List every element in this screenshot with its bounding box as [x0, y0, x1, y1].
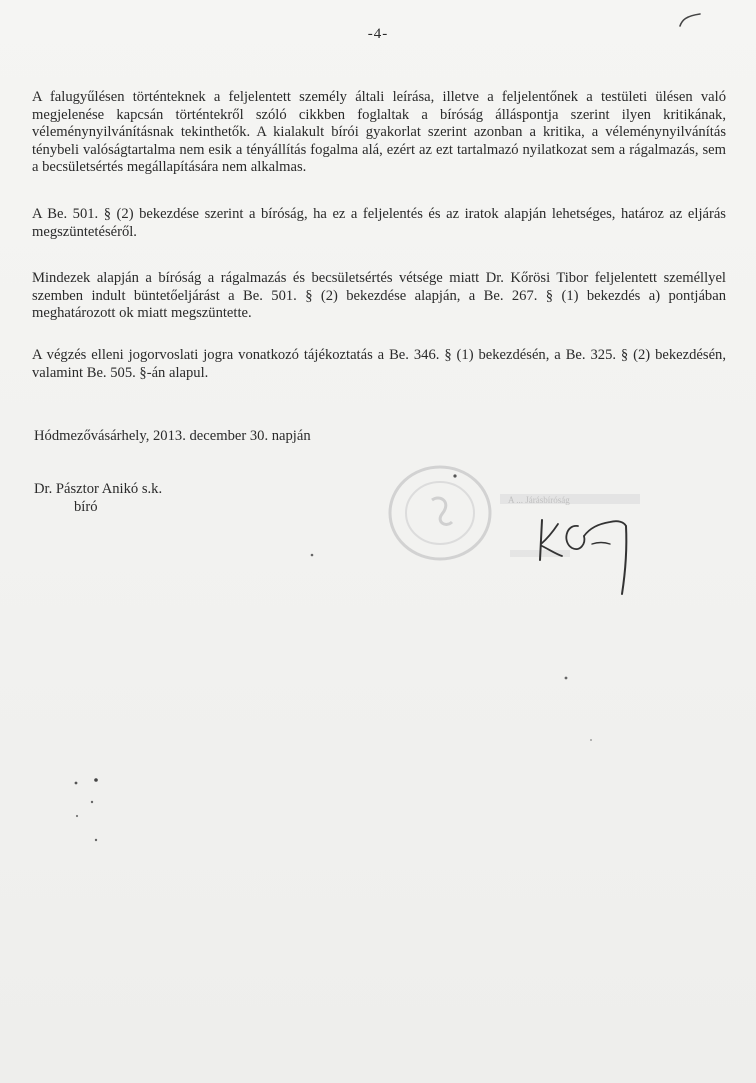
signer-name: Dr. Pásztor Anikó s.k.	[34, 481, 163, 497]
signer-title: bíró	[74, 499, 98, 515]
paragraph-text: A Be. 501. § (2) bekezdése szerint a bíróság, ha ez a feljelentés és az iratok alapján lehetséges, határoz az eljárás megszüntetéséről.	[32, 206, 726, 240]
paragraph-text: Mindezek alapján a bíróság a rágalmazás és becsületsértés vétsége miatt Dr. Kőrösi Tibor feljelentett személlyel szemben indult büntetőeljárást a Be. 501. § (2) bekezdése alapján, a Be. 267. § (1) bekezdés a) pontjában meghatározott ok miatt megszüntette.	[32, 270, 726, 322]
paragraph-text: A falugyűlésen történteknek a feljelentett személy általi leírása, illetve a feljelentőnek a testületi ülésen való megjelenése kapcsán történtekről szóló cikkben foglaltak a bíróság álláspontja szerint ilyen kritikának, véleménynyilvánításnak tekinthetők. A kialakult bírói gyakorlat szerint azonban a kritika, a véleménynyilvánítás ténybeli valóságtartalma nem esik a tényállítás fogalma alá, ezért az ezt tartalmazó nyilatkozat sem a rágalmazás, sem a becsületsértés megállapítására nem alkalmas.	[32, 89, 726, 176]
paragraph-text: A végzés elleni jogorvoslati jogra vonatkozó tájékoztatás a Be. 346. § (1) bekezdésén, a Be. 325. § (2) bekezdésén, valamint Be. 505. §-án alapul.	[32, 347, 726, 381]
place-and-date: Hódmezővásárhely, 2013. december 30. napján	[34, 428, 311, 444]
stamp-text: A ... Járásbíróság	[508, 495, 570, 505]
page-number: -4-	[367, 26, 389, 42]
